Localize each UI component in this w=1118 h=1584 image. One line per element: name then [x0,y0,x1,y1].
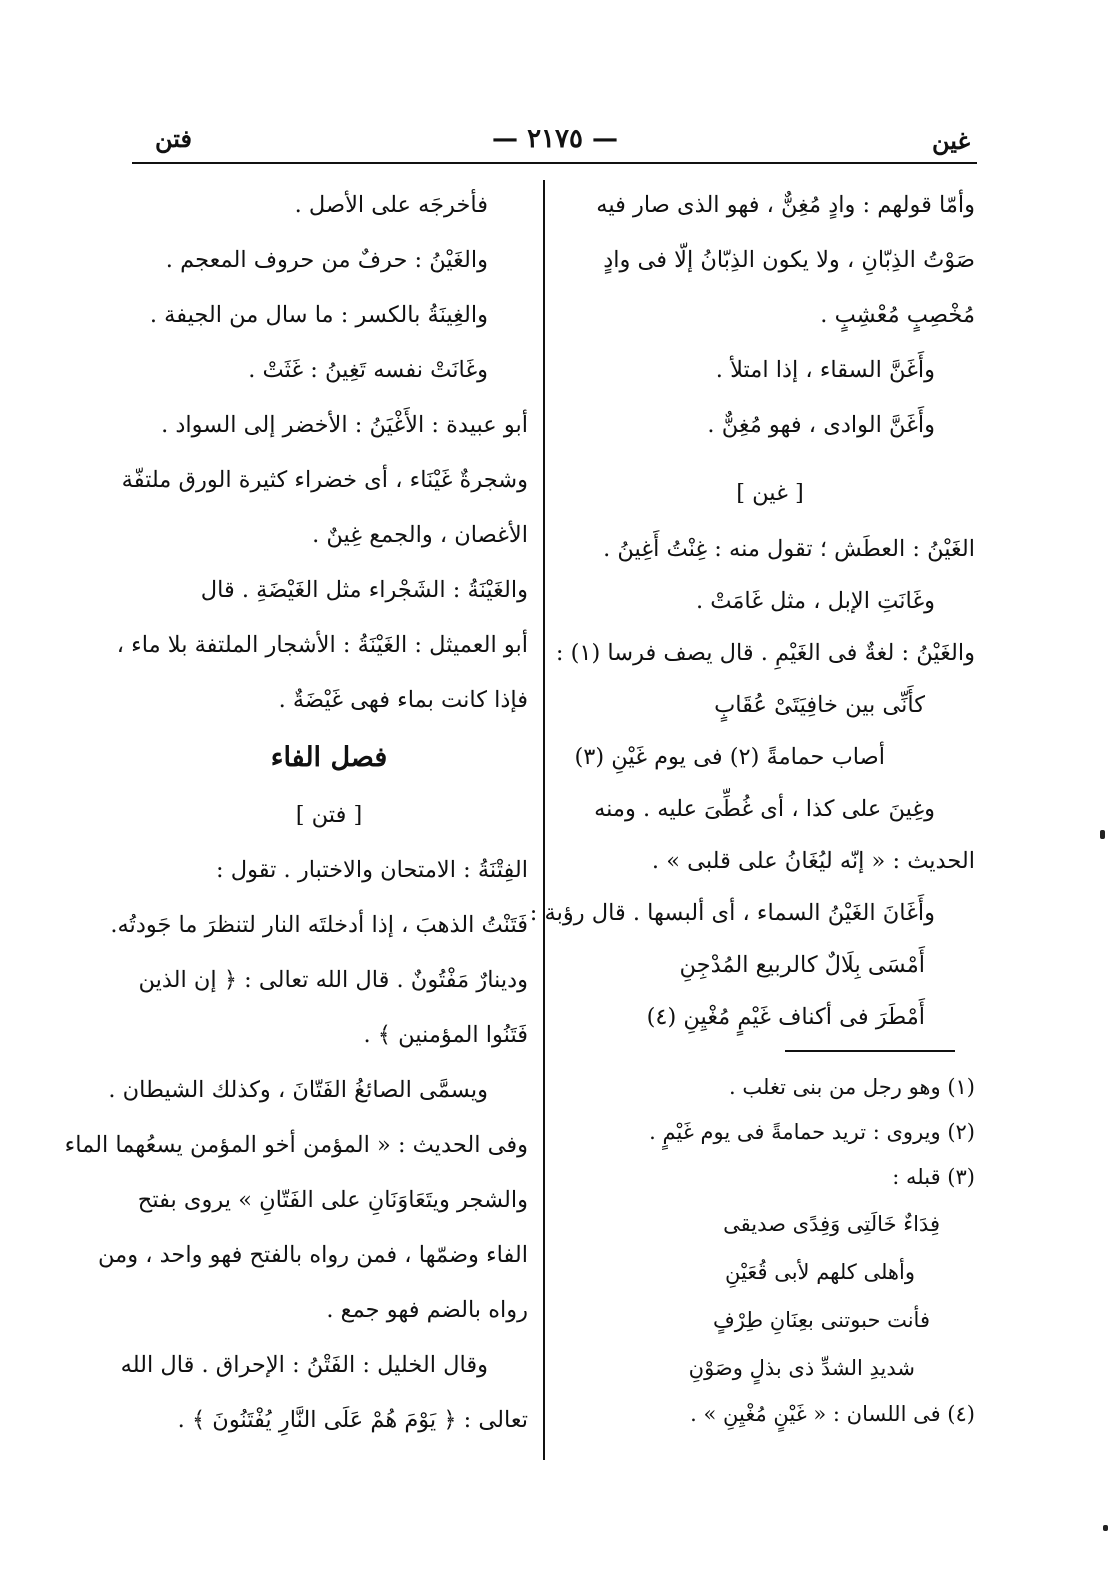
text-line: وأَغَانَ الغَيْنُ السماء ، أى ألبسها . قال رؤبة : [529,900,935,926]
text-line: وشجرةٌ غَيْنَاء ، أى خضراء كثيرة الورق ملتفّة [121,467,528,493]
footnote-verse: فِدَاءٌ خَالَتِى وَفِدًى صديقى [723,1212,940,1236]
page-number: — ٢١٧٥ — [492,124,618,154]
text-line: ودينارٌ مَفْتُونٌ . قال الله تعالى : ﴿ إن الذين [138,967,528,993]
footnote: (٢) ويروى : تريد حمامةً فى يوم غَيْمٍ . [649,1120,975,1144]
text-line: والشجر ويتَعَاوَنَانِ على الفَتّانِ » يروى بفتح [137,1187,528,1213]
text-line: فإذا كانت بماء فهى غَيْضَةٌ . [278,687,528,713]
text-line: رواه بالضم فهو جمع . [326,1297,528,1323]
footnote-verse: فأنت حبوتنى بعِنَانِ طِرْفٍ [713,1308,930,1332]
verse-line: أصاب حمامةً (٢) فى يوم غَيْنِ (٣) [574,744,885,770]
footnote-verse: شديدِ الشدِّ ذى بذلٍ وصَوْنِ [688,1356,915,1380]
text-line: فَتَنُوا المؤمنين ﴾ . [363,1022,528,1048]
footnote: (٣) قبله : [892,1165,975,1189]
text-line: وأَغَنَّ السقاء ، إذا امتلأ . [715,357,935,383]
text-line: وغَانَتِ الإبل ، مثل غَامَتْ . [695,588,935,614]
footnotes [565,1065,975,1437]
text-line: وغَانَتْ نفسه تَغِينُ : غَثَتْ . [248,357,488,383]
header-left-keyword: فتن [155,124,192,153]
text-line: والغِينَةُ بالكسر : ما سال من الجيفة . [149,302,488,328]
footnote-rule [785,1050,955,1052]
page-header [130,124,980,160]
text-line: الحديث : « إنّه ليُغَانُ على قلبى » . [651,848,975,874]
root-heading: [ غين ] [736,480,804,506]
text-line: أبو عبيدة : الأَغْيَنُ : الأخضر إلى السواد . [161,412,528,438]
verse-line: أَمْسَى بِلَالٌ كالربيع المُدْجِنِ [679,952,925,978]
footnote-verse: وأهلى كلهم لأبى قُعَيْنِ [725,1260,915,1284]
header-right-keyword: غين [931,126,970,155]
text-line: والغَيْنُ : حرفٌ من حروف المعجم . [165,247,488,273]
text-line: وأَغَنَّ الوادى ، فهو مُغِنٌّ . [707,412,935,438]
right-column [529,178,975,1043]
scan-mark [1103,1525,1108,1531]
text-line: أبو العميثل : الغَيْنَةُ : الأشجار الملتفة بلا ماء ، [116,632,528,658]
header-rule [132,162,977,164]
text-line: الأغصان ، والجمع غِينٌ . [312,522,528,548]
text-line: مُخْصِبٍ مُعْشِبٍ . [820,302,975,328]
left-column [64,178,528,1448]
text-line: الغَيْنُ : العطَش ؛ تقول منه : غِنْتُ أَغِينُ . [603,536,975,562]
scan-mark [1100,830,1105,839]
section-title: فصل الفاء [270,742,388,773]
text-line: والغَيْنُ : لغةٌ فى الغَيْمِ . قال يصف فرسا (١) : [555,640,975,666]
text-line: وقال الخليل : الفَتْنُ : الإحراق . قال الله [120,1352,488,1378]
text-line: وأمّا قولهم : وادٍ مُغِنٌّ ، فهو الذى صار فيه [596,192,975,218]
verse-line: أَمْطَرَ فى أكناف غَيْمٍ مُغْيِنِ (٤) [646,1004,925,1030]
text-line: فأخرجَه على الأصل . [294,192,488,218]
text-line: وغِينَ على كذا ، أى غُطِّىَ عليه . ومنه [594,796,935,822]
text-line: وفى الحديث : « المؤمن أخو المؤمن يسعُهما الماء [64,1132,528,1158]
text-line: الفِتْنَةُ : الامتحان والاختبار . تقول : [216,857,528,883]
root-heading: [ فتن ] [295,802,363,828]
text-line: فَتَنْتُ الذهبَ ، إذا أدخلتَه النار لتنظرَ ما جَودتُه. [110,912,528,938]
text-line: الفاء وضمّها ، فمن رواه بالفتح فهو واحد ، ومن [98,1242,528,1268]
column-divider [543,180,545,1460]
text-line: ويسمَّى الصائغُ الفَتّانَ ، وكذلك الشيطان . [108,1077,488,1103]
footnote: (٤) فى اللسان : « غَيْنٍ مُغْيِنِ » . [690,1402,975,1426]
verse-line: كأَنِّى بين خافِيَتَىْ عُقَابٍ [714,692,925,718]
footnote: (١) وهو رجل من بنى تغلب . [729,1075,975,1099]
text-line: والغَيْنَةُ : الشَجْراء مثل الغَيْضَةِ . قال [200,577,528,603]
text-line: صَوْتُ الذِبّانِ ، ولا يكون الذِبّانُ إلّا فى وادٍ [603,247,975,273]
text-line: تعالى : ﴿ يَوْمَ هُمْ عَلَى النَّارِ يُفْتَنُونَ ﴾ . [177,1407,528,1433]
